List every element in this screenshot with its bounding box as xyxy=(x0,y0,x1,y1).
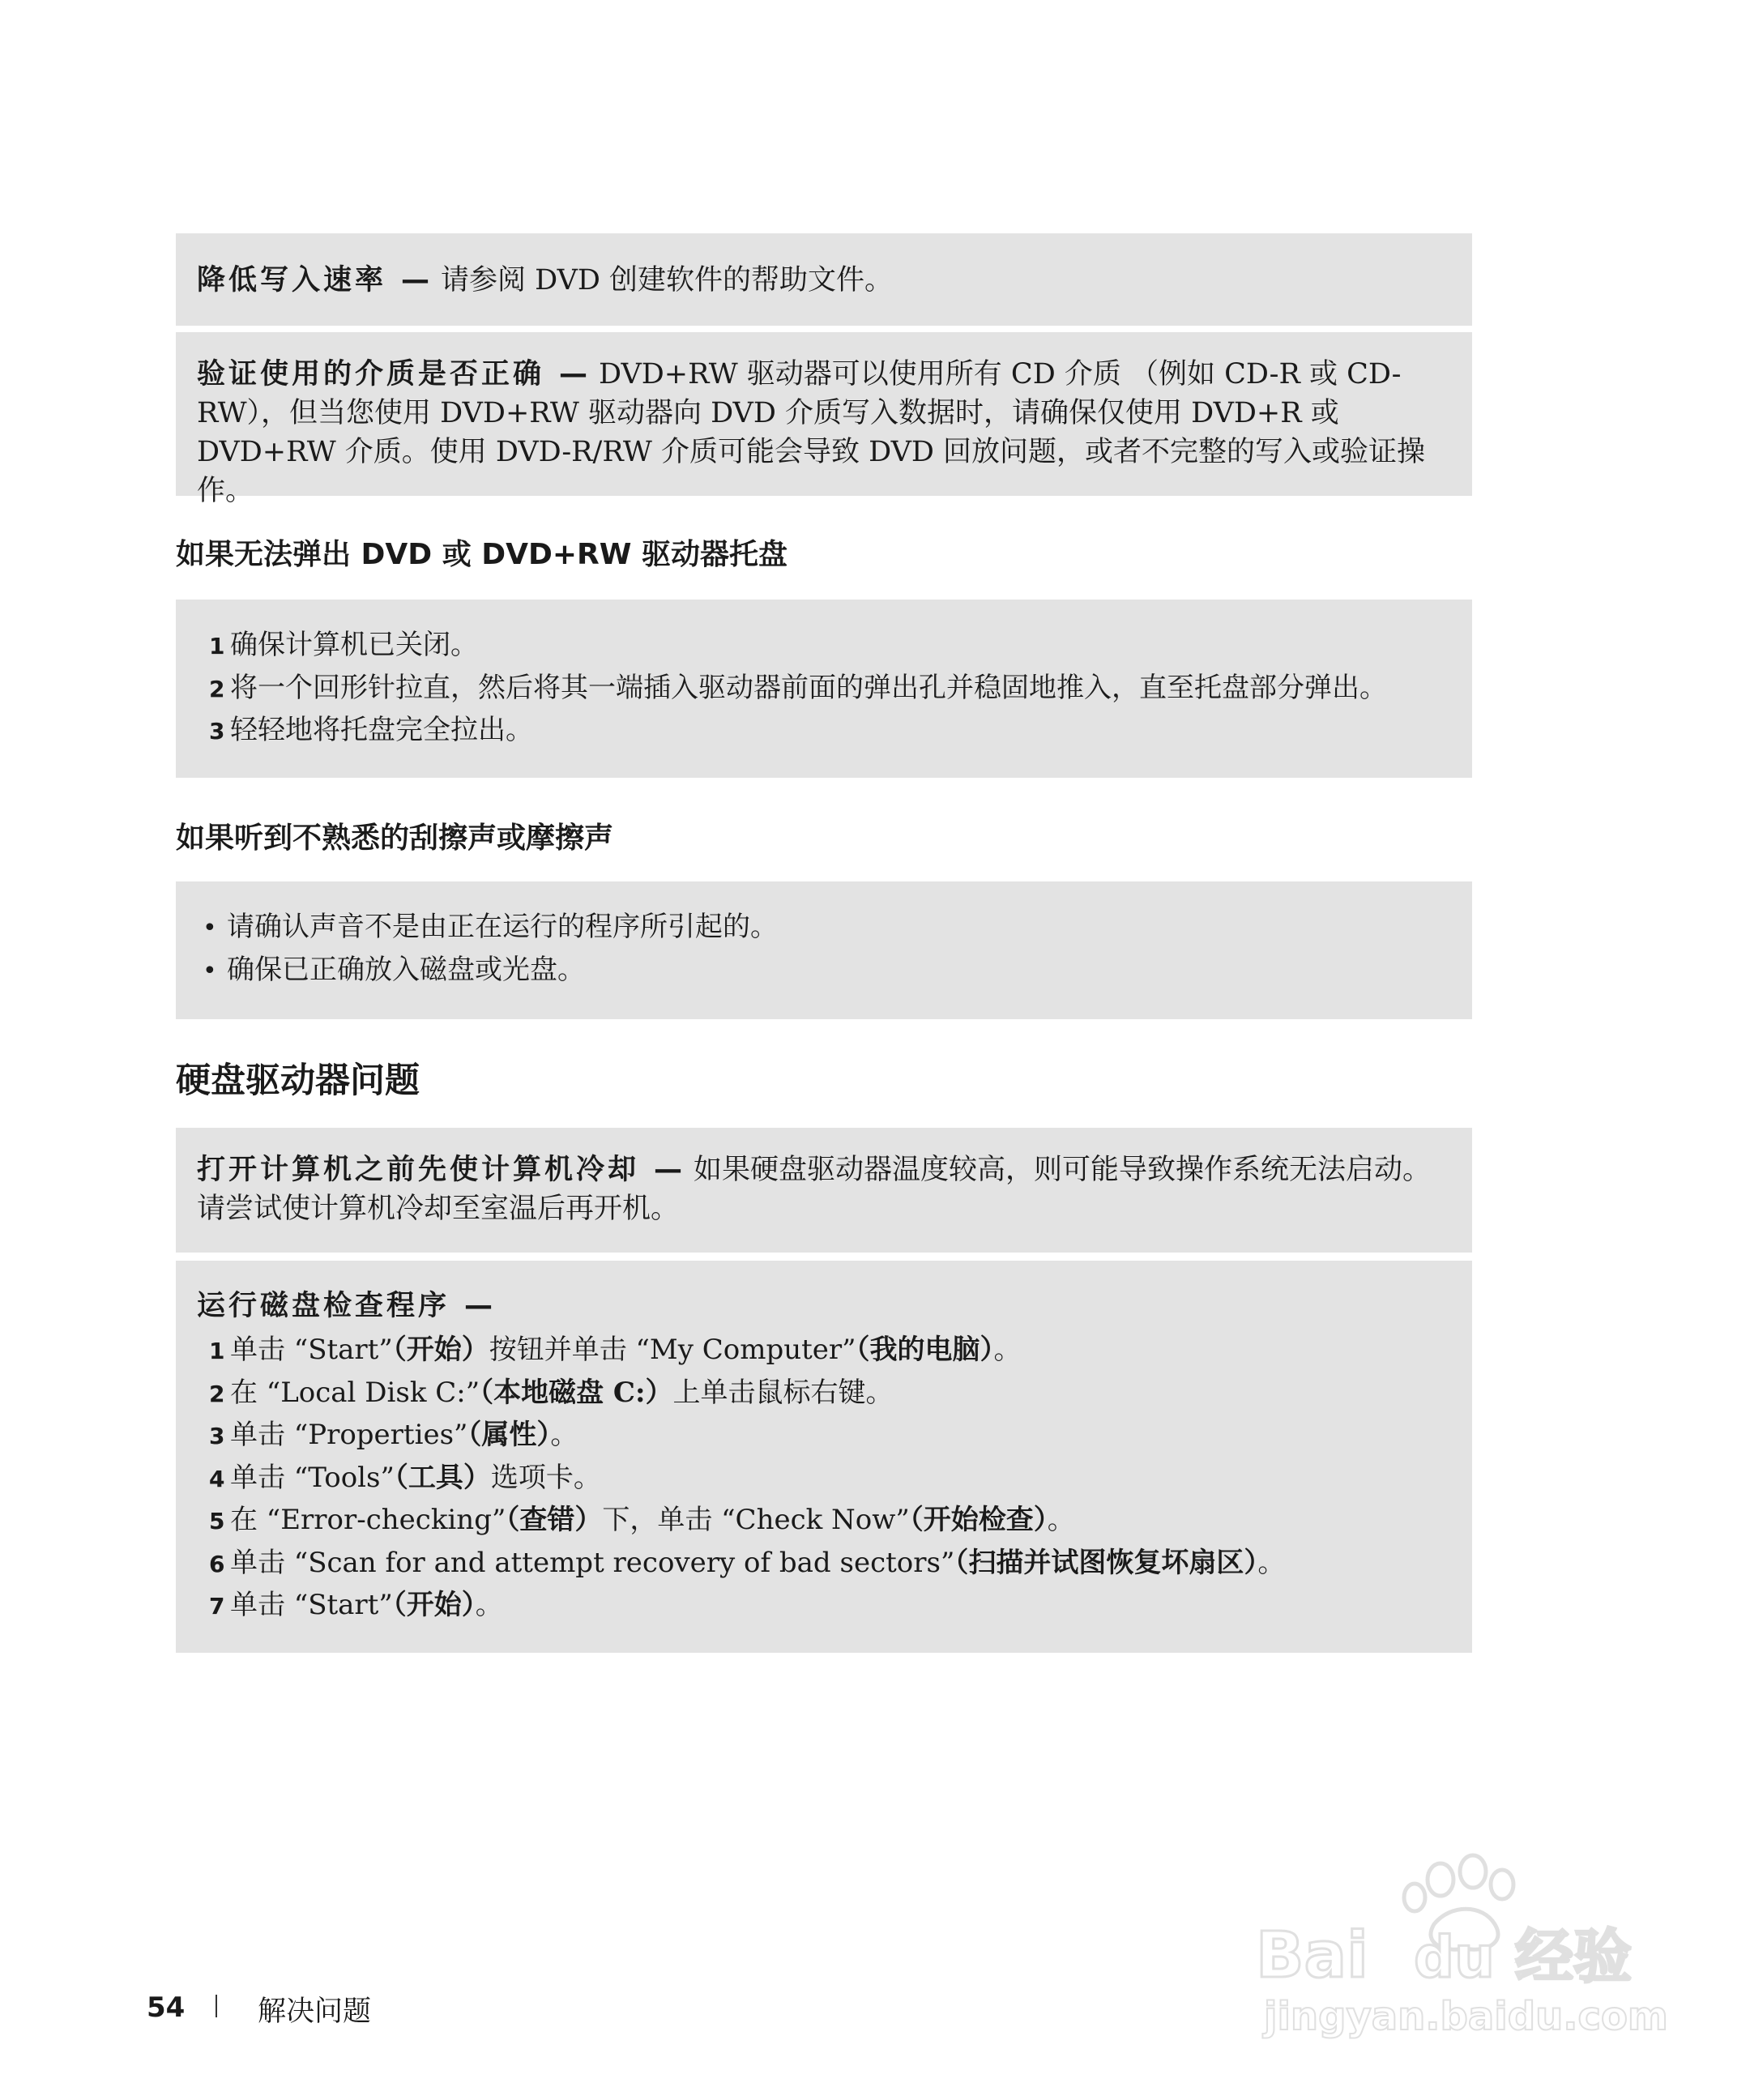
eject-steps-list xyxy=(209,624,1387,752)
tip-text: DVD+RW 驱动器可以使用所有 CD 介质 （例如 CD-R 或 CD-RW），但当您使用 DVD+RW 驱动器向 DVD 介质写入数据时，请确保仅使用 DVD+R 或 DVD+RW 介质。使用 DVD-R/RW 介质可能会导致 DVD 回放问题，或者不完整的写入或验证操作。 xyxy=(197,358,1426,507)
noise-bullet-list xyxy=(203,906,778,991)
watermark-product: 经验 xyxy=(1515,1923,1633,1991)
tip-label: 验证使用的介质是否正确 xyxy=(197,358,545,391)
check-disk-steps-list xyxy=(209,1329,1285,1627)
watermark-brand: Bai xyxy=(1256,1919,1368,1992)
list-item: 5 在 “Error-checking”（查错）下，单击 “Check Now”（开始检查）。 xyxy=(209,1504,1075,1536)
section-heading-eject-tray: 如果无法弹出 DVD 或 DVD+RW 驱动器托盘 xyxy=(176,538,788,571)
list-item: 6 单击 “Scan for and attempt recovery of bad sectors”（扫描并试图恢复坏扇区）。 xyxy=(209,1546,1286,1579)
list-item: 7 单击 “Start”（开始）。 xyxy=(209,1589,503,1621)
baidu-jingyan-watermark xyxy=(1248,1847,1669,2042)
list-item: • 确保已正确放入磁盘或光盘。 xyxy=(203,953,585,986)
list-item: • 请确认声音不是由正在运行的程序所引起的。 xyxy=(203,911,778,943)
footer-separator xyxy=(216,1995,217,2017)
tip-label: 降低写入速率 xyxy=(197,264,387,297)
footer-chapter-title: 解决问题 xyxy=(258,1995,372,2028)
tip-text: 请参阅 DVD 创建软件的帮助文件。 xyxy=(441,264,894,297)
section-heading-scraping-noise: 如果听到不熟悉的刮擦声或摩擦声 xyxy=(176,822,614,855)
list-item: 2 将一个回形针拉直，然后将其一端插入驱动器前面的弹出孔并稳固地推入，直至托盘部分弹出。 xyxy=(209,671,1387,704)
em-dash: — xyxy=(464,1290,493,1322)
em-dash: — xyxy=(654,1154,683,1186)
tip-reduce-write-speed xyxy=(197,261,1445,300)
tip-label: 运行磁盘检查程序 xyxy=(197,1290,450,1322)
tip-check-disk-title xyxy=(197,1287,1445,1325)
em-dash: — xyxy=(401,264,430,297)
tip-text: 如果硬盘驱动器温度较高，则可能导致操作系统无法启动。请尝试使计算机冷却至室温后再开机。 xyxy=(197,1154,1432,1225)
list-item: 3 单击 “Properties”（属性）。 xyxy=(209,1419,578,1451)
list-item: 2 在 “Local Disk C:”（本地磁盘 C:）上单击鼠标右键。 xyxy=(209,1376,894,1409)
list-item: 1 单击 “Start”（开始）按钮并单击 “My Computer”（我的电脑）。 xyxy=(209,1334,1022,1366)
tip-cool-computer xyxy=(197,1150,1445,1228)
list-item: 4 单击 “Tools”（工具）选项卡。 xyxy=(209,1461,601,1494)
tip-verify-media xyxy=(197,355,1445,510)
watermark-url: jingyan.baidu.com xyxy=(1264,1994,1668,2039)
watermark-brand-du: du xyxy=(1414,1924,1495,1991)
list-item: 3 轻轻地将托盘完全拉出。 xyxy=(209,714,533,746)
page-number: 54 xyxy=(147,1991,186,2024)
tip-label: 打开计算机之前先使计算机冷却 xyxy=(197,1154,640,1186)
list-item: 1 确保计算机已关闭。 xyxy=(209,629,478,661)
section-heading-hard-drive: 硬盘驱动器问题 xyxy=(176,1061,420,1101)
em-dash: — xyxy=(559,358,588,391)
